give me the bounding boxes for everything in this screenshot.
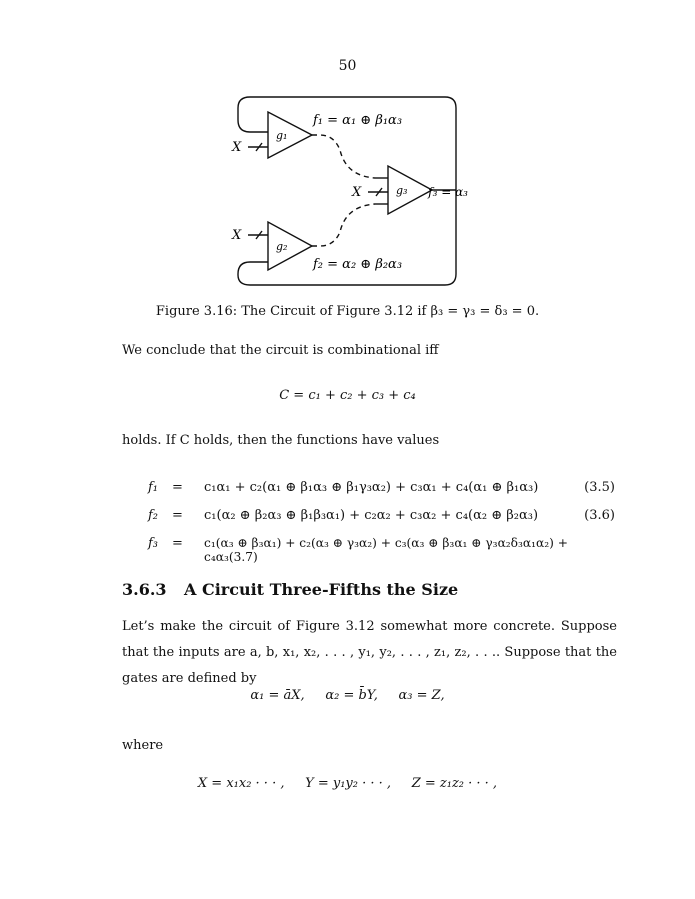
- gate-g3: [388, 166, 432, 214]
- equation-rhs: c₁α₁ + c₂(α₁ ⊕ β₁α₃ ⊕ β₁γ₃α₂) + c₃α₁ + c₄(α₁ ⊕ β₁α₃): [204, 480, 539, 495]
- paragraph-holds: holds. If C holds, then the functions have values: [122, 433, 440, 448]
- equation-alpha: α₁ = āX, α₂ = b̄Y, α₃ = Z,: [250, 688, 445, 703]
- dashed-link-g1-g3: [312, 135, 375, 178]
- label-g2: g₂: [276, 240, 288, 253]
- equation-row: f₂ = c₁(α₂ ⊕ β₂α₃ ⊕ β₁β₃α₁) + c₂α₂ + c₃α₂ + c₄(α₂ ⊕ β₂α₃) (3.6): [148, 508, 615, 523]
- equation-lhs: f₃: [148, 536, 159, 551]
- equation-lhs: f₂: [148, 508, 159, 523]
- label-f2: f₂ = α₂ ⊕ β₂α₃: [313, 257, 403, 272]
- paragraph-conclusion: We conclude that the circuit is combinational iff: [122, 343, 439, 358]
- label-g1: g₁: [276, 129, 288, 142]
- gate-g1: [268, 112, 312, 158]
- label-x-mid: X: [352, 185, 362, 200]
- equation-row: f₃ = c₁(α₃ ⊕ β₃α₁) + c₂(α₃ ⊕ γ₃α₂) + c₃(α₃ ⊕ β₃α₁ ⊕ γ₃α₂δ₃α₁α₂) + c₄α₃(3.7): [148, 536, 615, 556]
- gate-g2: [268, 222, 312, 270]
- label-f1: f₁ = α₁ ⊕ β₁α₃: [313, 113, 403, 128]
- dashed-link-g2-g3: [312, 204, 375, 246]
- equation-row: f₁ = c₁α₁ + c₂(α₁ ⊕ β₁α₃ ⊕ β₁γ₃α₂) + c₃α₁ + c₄(α₁ ⊕ β₁α₃) (3.5): [148, 480, 615, 495]
- equation-rhs: c₁(α₃ ⊕ β₃α₁) + c₂(α₃ ⊕ γ₃α₂) + c₃(α₃ ⊕ β₃α₁ ⊕ γ₃α₂δ₃α₁α₂) + c₄α₃(3.7): [204, 536, 568, 564]
- equation-lhs: f₁: [148, 480, 159, 495]
- paragraph-where: where: [122, 738, 164, 753]
- label-f3: f₃ = α₃: [428, 185, 468, 199]
- section-heading: [122, 580, 458, 599]
- equation-rhs: c₁(α₂ ⊕ β₂α₃ ⊕ β₁β₃α₁) + c₂α₂ + c₃α₂ + c₄(α₂ ⊕ β₂α₃): [204, 508, 539, 523]
- equation-number: (3.6): [584, 508, 615, 523]
- equation-number: (3.5): [584, 480, 615, 495]
- page-number: 50: [338, 58, 357, 74]
- equation-xyz: X = x₁x₂ · · · , Y = y₁y₂ · · · , Z = z₁z₂ · · · ,: [197, 776, 498, 791]
- feedback-wire-top: [238, 97, 456, 190]
- label-x-bottom: X: [232, 228, 242, 243]
- section-number: 3.6.3: [122, 580, 167, 599]
- paragraph-concrete: Let’s make the circuit of Figure 3.12 somewhat more concrete. Suppose that the inputs are a, b, x₁, x₂, . . . , y₁, y₂, . . . , z₁, z₂, . . .. Suppose that the gates are defined by: [122, 619, 617, 686]
- label-x-top: X: [232, 140, 242, 155]
- figure-caption: Figure 3.16: The Circuit of Figure 3.12 if β₃ = γ₃ = δ₃ = 0.: [155, 304, 540, 319]
- label-g3: g₃: [396, 184, 408, 197]
- equation-c: C = c₁ + c₂ + c₃ + c₄: [279, 388, 416, 403]
- section-title: A Circuit Three-Fifths the Size: [184, 580, 459, 599]
- circuit-figure: [200, 92, 470, 292]
